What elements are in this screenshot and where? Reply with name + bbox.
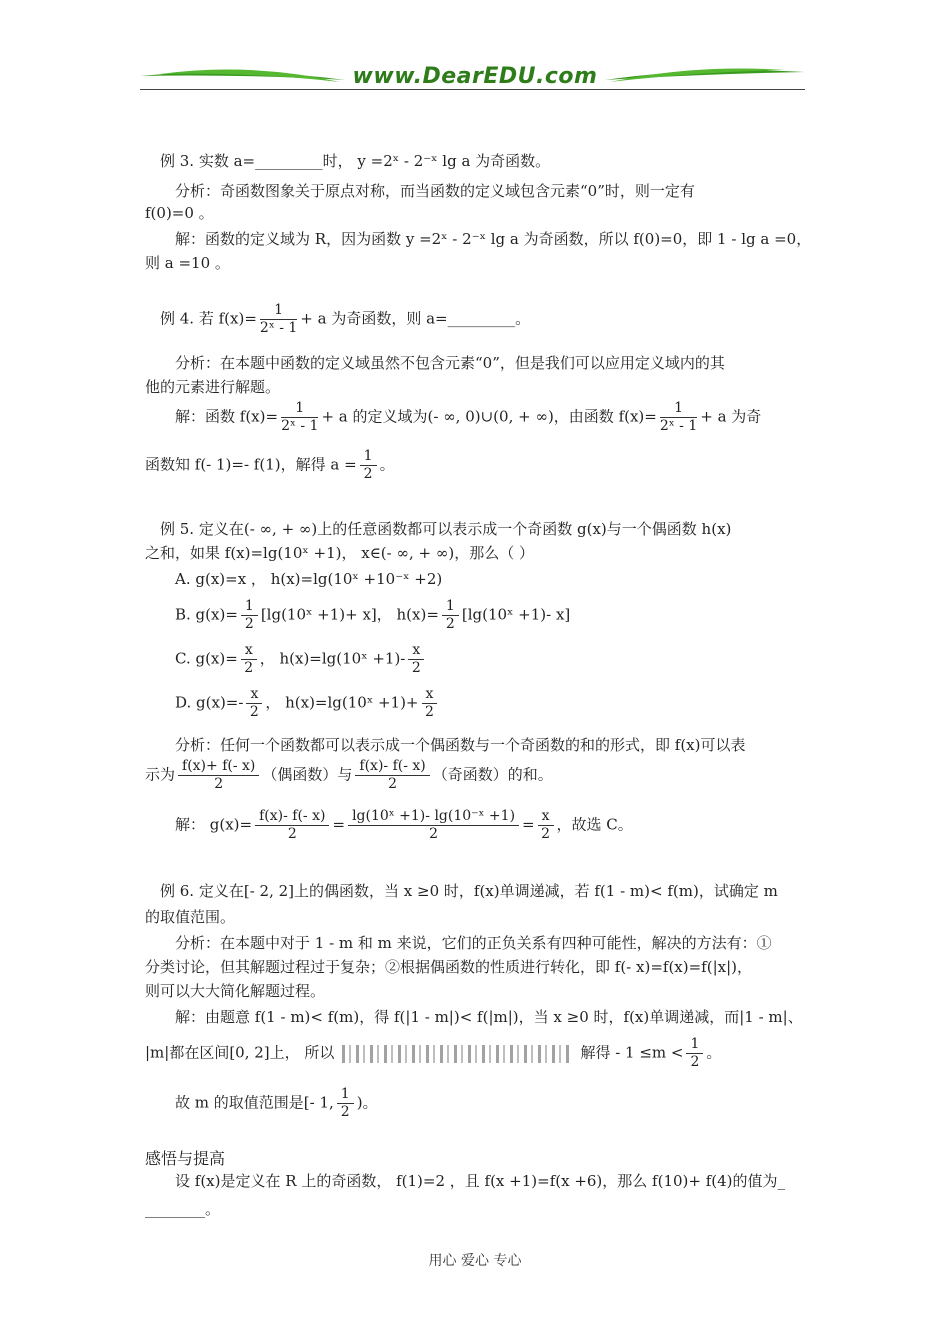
fraction (246, 686, 262, 721)
denominator: 2ˣ - 1 (281, 418, 319, 434)
text: 函数知 f(- 1)=- f(1)，解得 a = (145, 455, 357, 474)
text: ， h(x)=lg(10ˣ +1)- (259, 649, 406, 668)
insight-problem: 设 f(x)是定义在 R 上的奇函数， f(1)=2 ，且 f(x +1)=f(x +6)，那么 f(10)+ f(4)的值为_ (175, 1172, 786, 1190)
numerator: 1 (281, 400, 318, 418)
text: [lg(10ˣ +1)- x] (461, 605, 571, 624)
denominator: 2 (340, 1104, 350, 1120)
numerator: 1 (241, 598, 258, 616)
denominator: 2 (425, 704, 434, 720)
denominator: 2 (249, 704, 259, 720)
denominator: 2 (244, 616, 254, 632)
text: ，故选 C。 (556, 815, 633, 834)
example-6-conclusion (175, 1086, 378, 1121)
example-5-analysis: 分析：任何一个函数都可以表示成一个偶函数与一个奇函数的和的形式，即 f(x)可以表 (175, 736, 746, 754)
site-logo-text: www.DearEDU.com (352, 64, 598, 89)
example-6-solution-cont (145, 1036, 721, 1071)
numerator: lg(10ˣ +1)- lg(10⁻ˣ +1) (348, 808, 519, 826)
text: B. g(x)= (175, 605, 238, 624)
example-3-solution: 解：函数的定义域为 R，因为函数 y =2ˣ - 2⁻ˣ lg a 为奇函数，所以 f(0)=0，即 1 - lg a =0， (175, 230, 812, 248)
site-header (140, 62, 810, 94)
fraction (260, 302, 297, 337)
numerator: x (246, 686, 262, 704)
inequality-system-image (342, 1045, 572, 1063)
example-6-analysis: 分析：在本题中对于 1 - m 和 m 来说，它们的正负关系有四种可能性，解决的方法有：① (175, 934, 772, 952)
text: [- 1, (303, 1093, 334, 1112)
text: （奇函数）的和。 (432, 765, 553, 784)
text: 故 m 的取值范围是 (175, 1093, 304, 1112)
text: + a 为奇函数，则 a=_________。 (300, 309, 531, 328)
fraction (348, 808, 519, 843)
text: = (522, 815, 535, 834)
example-5-question: 例 5. 定义在(- ∞, + ∞)上的任意函数都可以表示成一个奇函数 g(x)与一个偶函数 h(x) (160, 520, 732, 538)
text: 例 4. 若 f(x)= (160, 309, 257, 328)
numerator: 1 (337, 1086, 354, 1104)
denominator: 2 (363, 466, 373, 482)
fraction (337, 1086, 354, 1121)
numerator: f(x)+ f(- x) (178, 758, 259, 776)
fraction (241, 598, 258, 633)
numerator: 1 (686, 1036, 703, 1054)
fraction (255, 808, 329, 843)
example-6-analysis-cont: 分类讨论，但其解题过程过于复杂；②根据偶函数的性质进行转化，即 f(- x)=f(x)=f(|x|)， (145, 958, 752, 976)
text: D. g(x)=- (175, 693, 244, 712)
fraction (660, 400, 697, 435)
option-c (175, 642, 427, 677)
numerator: 1 (442, 598, 459, 616)
denominator: 2 (244, 660, 254, 676)
numerator: 1 (360, 448, 377, 466)
example-3-solution-cont: 则 a =10 。 (145, 254, 230, 272)
numerator: x (538, 808, 554, 826)
page-footer: 用心 爱心 专心 (428, 1253, 522, 1269)
text: + a 的定义域为(- ∞, 0)∪(0, + ∞)，由函数 f(x)= (321, 407, 657, 426)
section-heading: 感悟与提高 (145, 1149, 226, 1168)
text: ， h(x)=lg(10ˣ +1)+ (265, 693, 419, 712)
fraction (538, 808, 554, 843)
example-4-analysis-cont: 他的元素进行解题。 (145, 378, 281, 396)
example-4-solution (175, 400, 761, 435)
fraction (408, 642, 424, 677)
text: [lg(10ˣ +1)+ x]， h(x)= (260, 605, 439, 624)
example-6-question-cont: 的取值范围。 (145, 908, 236, 926)
text: + a 为奇 (700, 407, 762, 426)
fraction (360, 448, 377, 483)
text: 。 (706, 1043, 722, 1062)
numerator: x (241, 642, 257, 660)
denominator: 2 (445, 616, 455, 632)
example-6-question: 例 6. 定义在[- 2, 2]上的偶函数，当 x ≥0 时，f(x)单调递减，若 f(1 - m)< f(m)，试确定 m (160, 882, 778, 900)
text: 。 (379, 455, 395, 474)
text: |m|都在区间[0, 2]上， 所以 (145, 1043, 335, 1062)
fraction (442, 598, 459, 633)
text: 示为 (145, 765, 176, 784)
denominator: 2ˣ - 1 (259, 320, 298, 336)
fraction (281, 400, 318, 435)
fraction (178, 758, 259, 793)
text: 解得 - 1 ≤m < (580, 1043, 684, 1062)
example-3-question: 例 3. 实数 a=_________时， y =2ˣ - 2⁻ˣ lg a 为奇函数。 (160, 152, 551, 170)
header-divider (140, 89, 805, 90)
denominator: 2 (214, 776, 224, 792)
denominator: 2 (541, 826, 551, 842)
numerator: f(x)- f(- x) (355, 758, 429, 776)
example-5-solution (175, 808, 633, 843)
fraction (241, 642, 257, 677)
numerator: x (422, 686, 438, 704)
denominator: 2 (388, 776, 398, 792)
example-6-solution: 解：由题意 f(1 - m)< f(m)，得 f(|1 - m|)< f(|m|)，当 x ≥0 时，f(x)单调递减，而|1 - m|、 (175, 1008, 803, 1026)
example-4-analysis: 分析：在本题中函数的定义域虽然不包含元素“0”，但是我们可以应用定义域内的其 (175, 354, 725, 372)
text: )。 (356, 1093, 378, 1112)
numerator: 1 (660, 400, 697, 418)
text: （偶函数）与 (262, 765, 353, 784)
denominator: 2ˣ - 1 (659, 418, 698, 434)
text: C. g(x)= (175, 649, 238, 668)
fraction (686, 1036, 703, 1071)
denominator: 2 (429, 826, 438, 842)
example-5-analysis-cont (145, 758, 553, 793)
example-4-question (160, 302, 530, 337)
numerator: x (408, 642, 424, 660)
example-5-question-cont: 之和，如果 f(x)=lg(10ˣ +1)， x∈(- ∞, + ∞)，那么（ ） (145, 544, 534, 562)
denominator: 2 (690, 1054, 700, 1070)
numerator: f(x)- f(- x) (255, 808, 329, 826)
fraction (422, 686, 438, 721)
fraction (355, 758, 429, 793)
insight-problem-cont: ________。 (145, 1200, 221, 1218)
example-4-solution-cont (145, 448, 395, 483)
denominator: 2 (287, 826, 297, 842)
text: = (332, 815, 346, 834)
example-3-analysis: 分析：奇函数图象关于原点对称，而当函数的定义域包含元素“0”时，则一定有 (175, 182, 695, 200)
text: 解：函数 f(x)= (175, 407, 279, 426)
denominator: 2 (411, 660, 421, 676)
option-a: A. g(x)=x ， h(x)=lg(10ˣ +10⁻ˣ +2) (175, 570, 443, 588)
example-3-analysis-cont: f(0)=0 。 (145, 204, 214, 222)
numerator: 1 (260, 302, 297, 320)
example-6-analysis-end: 则可以大大简化解题过程。 (145, 982, 326, 1000)
option-b (175, 598, 570, 633)
option-d (175, 686, 440, 721)
text: 解： g(x)= (175, 815, 253, 834)
